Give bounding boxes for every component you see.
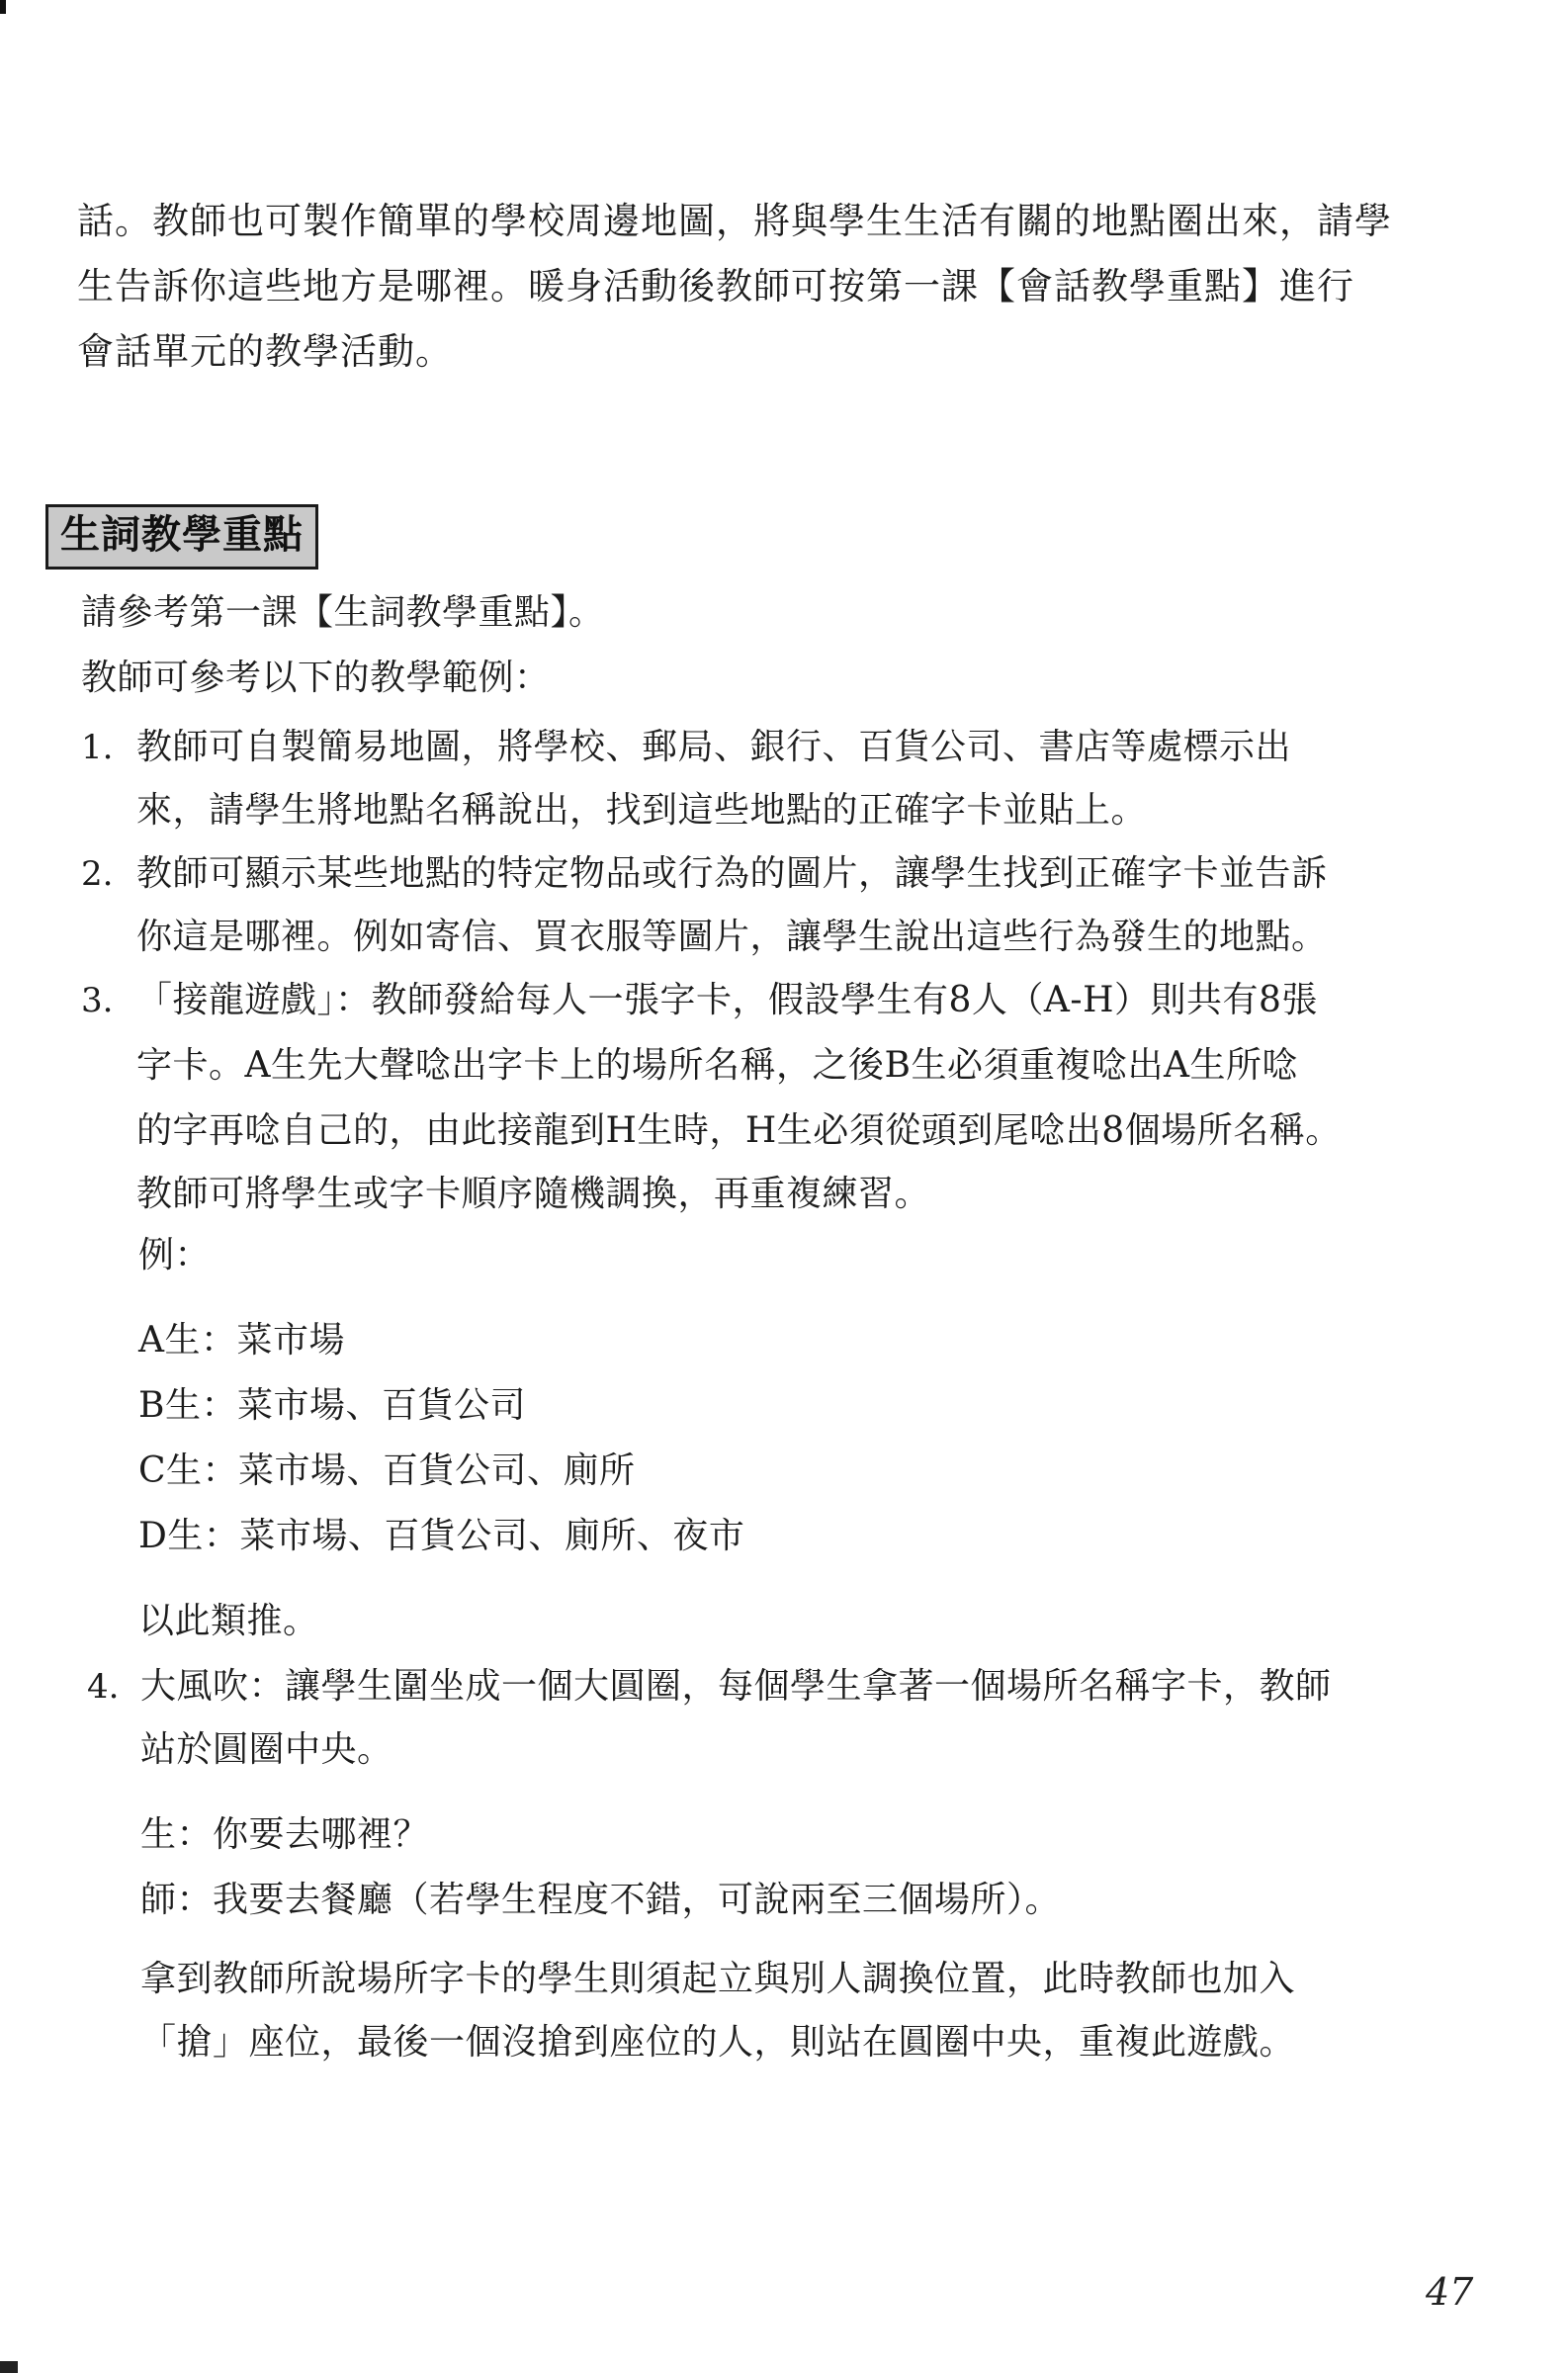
example-line: C生：菜市場、百貨公司、廁所 (138, 1450, 636, 1491)
item-line: 教師可自製簡易地圖，將學校、郵局、銀行、百貨公司、書店等處標示出 (136, 727, 1292, 767)
section-heading: 生詞教學重點 (45, 504, 318, 570)
item-number: 2. (81, 854, 114, 894)
example-closing: 以此類推。 (138, 1601, 319, 1641)
item-number: 4. (87, 1667, 120, 1707)
scan-edge-mark (0, 2361, 18, 2373)
intro-line: 生告訴你這些地方是哪裡。暖身活動後教師可按第一課【會話教學重點】進行 (77, 265, 1354, 308)
item-line: 來，請學生將地點名稱說出，找到這些地點的正確字卡並貼上。 (136, 790, 1148, 831)
item-number: 1. (81, 728, 114, 767)
intro-line: 話。教師也可製作簡單的學校周邊地圖，將與學生生活有關的地點圈出來，請學 (77, 200, 1392, 242)
example-line: D生：菜市場、百貨公司、廁所、夜市 (138, 1516, 745, 1556)
item-line: 大風吹：讓學生圍坐成一個大圓圈，每個學生拿著一個場所名稱字卡，教師 (140, 1666, 1332, 1707)
dialogue-line: 生：你要去哪裡？ (140, 1814, 430, 1855)
closing-line: 「搶」座位，最後一個沒搶到座位的人，則站在圓圈中央，重複此遊戲。 (140, 2022, 1296, 2063)
item-line: 的字再唸自己的，由此接龍到H生時，H生必須從頭到尾唸出8個場所名稱。 (136, 1110, 1342, 1151)
item-line: 教師可顯示某些地點的特定物品或行為的圖片，讓學生找到正確字卡並告訴 (136, 853, 1328, 894)
item-number: 3. (81, 981, 114, 1020)
item-line: 「接龍遊戲」：教師發給每人一張字卡，假設學生有8人（A-H）則共有8張 (136, 980, 1318, 1020)
dialogue-line: 師：我要去餐廳（若學生程度不錯，可說兩至三個場所）。 (140, 1880, 1062, 1920)
example-label: 例： (138, 1235, 212, 1275)
item-line: 站於圓圈中央。 (140, 1729, 393, 1770)
intro-line: 會話單元的教學活動。 (77, 330, 453, 373)
item-line: 教師可將學生或字卡順序隨機調換，再重複練習。 (136, 1174, 931, 1214)
item-line: 你這是哪裡。例如寄信、買衣服等圖片，讓學生說出這些行為發生的地點。 (136, 917, 1328, 957)
example-line: A生：菜市場 (138, 1320, 345, 1361)
example-line: B生：菜市場、百貨公司 (138, 1385, 526, 1426)
page-number: 47 (1426, 2270, 1474, 2314)
closing-line: 拿到教師所說場所字卡的學生則須起立與別人調換位置，此時教師也加入 (140, 1959, 1296, 1999)
reference-text: 請參考第一課【生詞教學重點】。 (81, 592, 605, 633)
item-line: 字卡。A生先大聲唸出字卡上的場所名稱，之後B生必須重複唸出A生所唸 (136, 1045, 1298, 1086)
lead-text: 教師可參考以下的教學範例： (81, 658, 551, 698)
scan-edge-mark (0, 0, 6, 14)
